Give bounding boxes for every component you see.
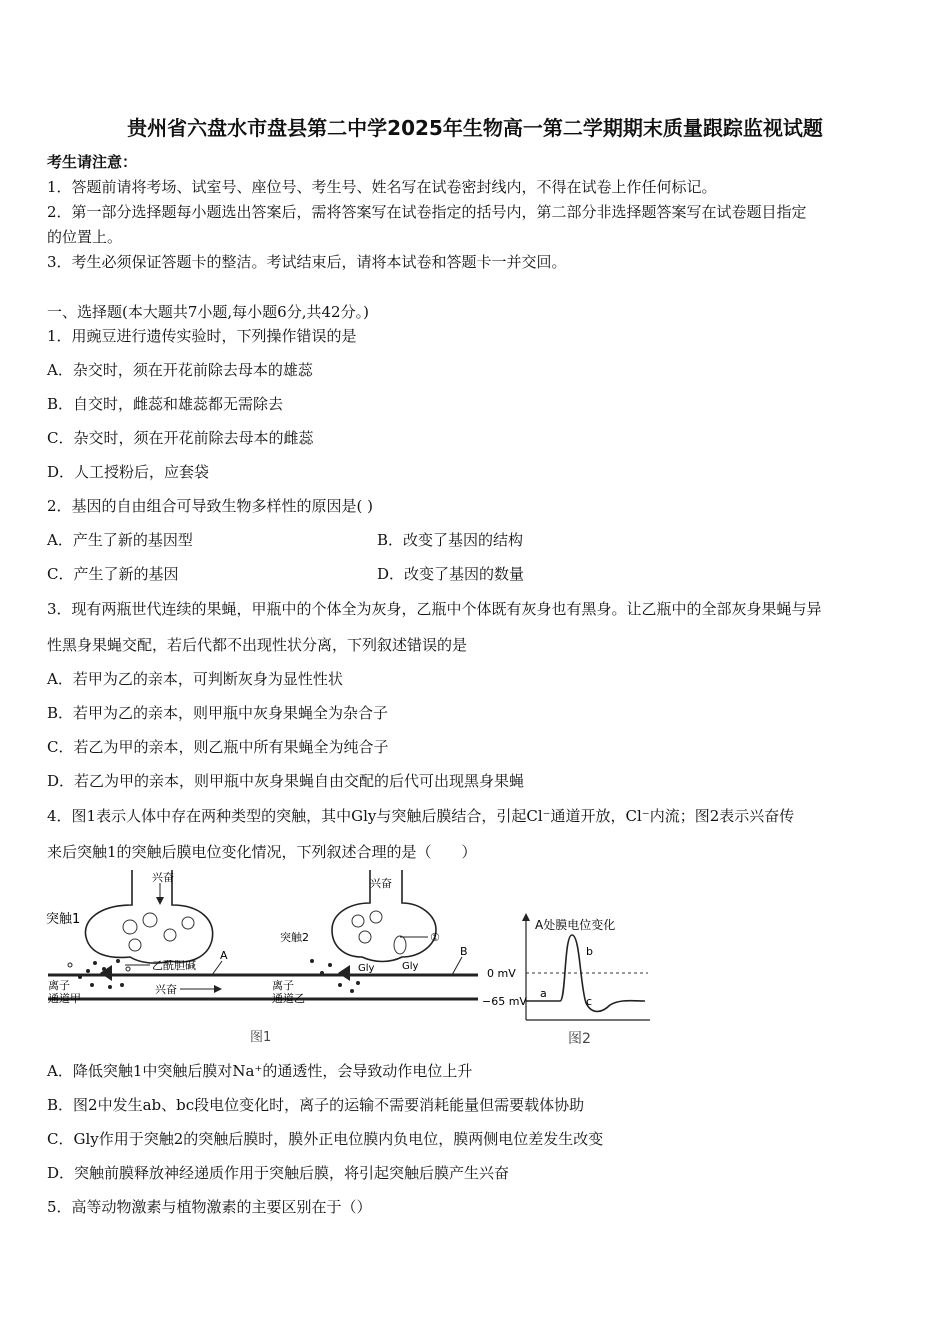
label-circle1: ①: [430, 931, 440, 944]
label-excite1: 兴奋: [152, 871, 174, 884]
question-option: A．若甲为乙的亲本，可判断灰身为显性性状: [47, 670, 343, 688]
question-option: A．降低突触1中突触后膜对Na⁺的通透性，会导致动作电位上升: [47, 1062, 473, 1080]
question-option: A．产生了新的基因型: [47, 531, 193, 549]
question-stem: 2．基因的自由组合可导致生物多样性的原因是( ): [47, 497, 374, 515]
label-ach: 乙酰胆碱: [152, 959, 196, 972]
label-channel-b: 通道乙: [272, 992, 305, 1005]
label-excite2: 兴奋: [370, 877, 392, 890]
question-option: D．人工授粉后，应套袋: [47, 463, 210, 481]
vesicle: [182, 917, 194, 929]
question-option: D．突触前膜释放神经递质作用于突触后膜，将引起突触后膜产生兴奋: [47, 1164, 510, 1182]
notice-item: 3．考生必须保证答题卡的整洁。考试结束后，请将本试卷和答题卡一并交回。: [47, 253, 567, 271]
label-channel-a: 离子: [48, 979, 70, 992]
section-heading: 一、选择题(本大题共7小题,每小题6分,共42分。): [47, 303, 369, 321]
fig2-caption: 图2: [568, 1031, 591, 1047]
label-pa: a: [540, 987, 547, 1000]
label-synapse1: 突触1: [46, 912, 81, 927]
question-option: C．Gly作用于突触2的突触后膜时，膜外正电位膜内负电位，膜两侧电位差发生改变: [47, 1130, 604, 1148]
label-synapse2: 突触2: [280, 931, 309, 944]
label-pc: c: [586, 995, 593, 1008]
label-channel-a: 通道甲: [48, 992, 81, 1005]
question-stem: 1．用豌豆进行遗传实验时，下列操作错误的是: [47, 327, 357, 345]
label-neg65: −65 mV: [482, 995, 527, 1008]
synapse-figure: [40, 865, 660, 1050]
vesicle: [164, 929, 176, 941]
fig1-caption: 图1: [250, 1030, 272, 1045]
question-stem: 3．现有两瓶世代连续的果蝇，甲瓶中的个体全为灰身，乙瓶中个体既有灰身也有黑身。让乙瓶中的全部灰身果蝇与异: [47, 600, 822, 618]
notice-item: 2．第一部分选择题每小题选出答案后，需将答案写在试卷指定的括号内，第二部分非选择题答案写在试卷题目指定: [47, 203, 807, 221]
question-stem: 4．图1表示人体中存在两种类型的突触，其中Gly与突触后膜结合，引起Cl⁻通道开放，Cl⁻内流；图2表示兴奋传: [47, 807, 795, 825]
label-b: B: [460, 945, 468, 958]
question-option: B．图2中发生ab、bc段电位变化时，离子的运输不需要消耗能量但需要载体协助: [47, 1096, 585, 1114]
synapse1-terminal: [85, 870, 212, 963]
question-option: D．改变了基因的数量: [377, 565, 525, 583]
question-option: A．杂交时，须在开花前除去母本的雄蕊: [47, 361, 313, 379]
notice-item: 的位置上。: [47, 228, 123, 246]
question-option: C．产生了新的基因: [47, 565, 179, 583]
fig2-title: A处膜电位变化: [535, 918, 616, 932]
question-option: B．若甲为乙的亲本，则甲瓶中灰身果蝇全为杂合子: [47, 704, 389, 722]
notice-heading: 考生请注意：: [47, 153, 138, 171]
question-option: D．若乙为甲的亲本，则甲瓶中灰身果蝇自由交配的后代可出现黑身果蝇: [47, 772, 525, 790]
vesicle: [129, 939, 141, 951]
label-a: A: [220, 949, 228, 962]
label-channel-b: 离子: [272, 979, 294, 992]
vesicle: [143, 913, 157, 927]
question-option: C．杂交时，须在开花前除去母本的雌蕊: [47, 429, 314, 447]
label-gly1: Gly: [358, 963, 375, 974]
label-zero: 0 mV: [487, 967, 516, 980]
page-title: 贵州省六盘水市盘县第二中学2025年生物高一第二学期期末质量跟踪监视试题: [127, 116, 823, 140]
vesicle: [123, 920, 137, 934]
label-excite-arrow: 兴奋: [155, 983, 177, 996]
question-stem: 5．高等动物激素与植物激素的主要区别在于（）: [47, 1198, 372, 1216]
question-option: B．自交时，雌蕊和雄蕊都无需除去: [47, 395, 284, 413]
question-option: C．若乙为甲的亲本，则乙瓶中所有果蝇全为纯合子: [47, 738, 389, 756]
question-option: B．改变了基因的结构: [377, 531, 524, 549]
label-gly2: Gly: [402, 961, 419, 972]
label-pb: b: [586, 945, 593, 958]
notice-item: 1．答题前请将考场、试室号、座位号、考生号、姓名写在试卷密封线内，不得在试卷上作任何标记。: [47, 178, 717, 196]
question-stem: 来后突触1的突触后膜电位变化情况，下列叙述合理的是（ ）: [47, 843, 477, 861]
question-stem: 性黑身果蝇交配，若后代都不出现性状分离，下列叙述错误的是: [47, 636, 468, 654]
